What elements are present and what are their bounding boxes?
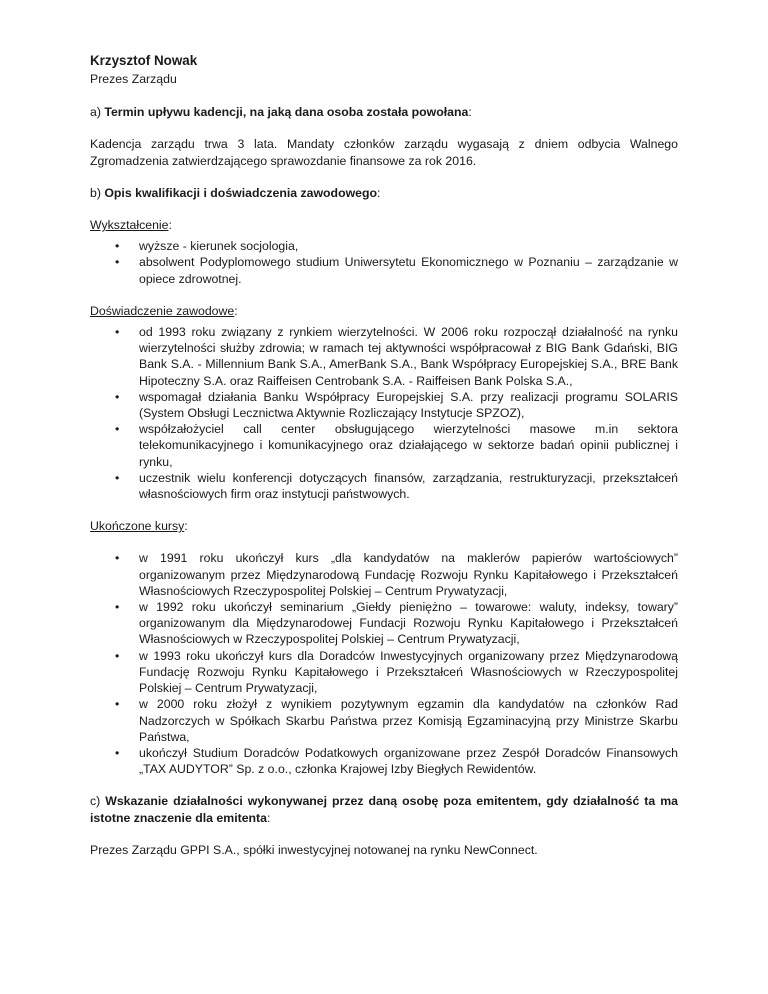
education-label — [90, 217, 678, 233]
courses-label — [90, 518, 678, 534]
section-a-prefix: a) — [90, 105, 105, 120]
list-item — [90, 599, 678, 648]
list-item — [90, 324, 678, 389]
list-item — [90, 648, 678, 697]
document-content — [90, 52, 678, 858]
list-item — [90, 421, 678, 470]
section-b-prefix: b) — [90, 185, 105, 200]
bullet-icon: • — [115, 600, 120, 615]
list-item-text: wspomagał działania Banku Współpracy Europejskiej S.A. przy realizacji programu SOLARIS (System Obsługi Lecznictwa Aktywnie Rozliczający Instytucje SPZOZ), — [139, 389, 678, 421]
section-a-colon: : — [468, 105, 472, 120]
education-label-text: Wykształcenie — [90, 218, 169, 233]
list-item — [90, 550, 678, 599]
section-c-colon: : — [266, 810, 271, 825]
list-item — [90, 470, 678, 502]
bullet-icon: • — [115, 239, 120, 254]
list-item — [90, 254, 678, 286]
education-list — [90, 238, 678, 287]
experience-list — [90, 324, 678, 502]
bullet-icon: • — [115, 422, 120, 437]
courses-colon: : — [184, 519, 188, 534]
bullet-icon: • — [115, 470, 120, 485]
section-b-heading — [90, 185, 678, 201]
list-item-text: od 1993 roku związany z rynkiem wierzytelności. W 2006 roku rozpoczął działalność na rynku wierzytelności służby zdrowia; w ramach tej aktywności współpracował z BIG Bank Gdański, BIG Bank S.A. - Millennium Bank S.A., AmerBank S.A., Bank Współpracy Europejskiej S.A., BRE Bank Hipoteczny S.A. oraz Raiffeisen Centrobank S.A. - Raiffeisen Bank Polska S.A., — [139, 325, 678, 388]
list-item-text: wyższe - kierunek socjologia, — [139, 239, 299, 254]
list-item-text: uczestnik wielu konferencji dotyczących finansów, zarządzania, restrukturyzacji, przekształceń własnościowych firm oraz instytucji państwowych. — [139, 470, 678, 502]
courses-list — [90, 550, 678, 777]
person-position: Prezes Zarządu — [90, 72, 177, 86]
section-b-title: Opis kwalifikacji i doświadczenia zawodowego — [104, 185, 378, 200]
list-item — [90, 238, 678, 254]
section-a-title: Termin upływu kadencji, na jaką dana osoba została powołana — [104, 105, 469, 120]
section-c-title: Wskazanie działalności wykonywanej przez daną osobę poza emitentem, gdy działalność ta ma istotne znaczenie dla emitenta — [90, 794, 678, 825]
section-b-colon: : — [377, 185, 381, 200]
bullet-icon: • — [115, 389, 120, 404]
section-c-heading — [90, 793, 678, 825]
courses-label-text: Ukończone kursy — [90, 519, 185, 534]
section-c-body: Prezes Zarządu GPPI S.A., spółki inwestycyjnej notowanej na rynku NewConnect. — [90, 842, 538, 857]
section-a-heading — [90, 104, 678, 120]
section-a-body: Kadencja zarządu trwa 3 lata. Mandaty członków zarządu wygasają z dniem odbycia Walnego Zgromadzenia zatwierdzającego sprawozdanie finansowe za rok 2016. — [90, 137, 678, 168]
list-item-text: w 1993 roku ukończył kurs dla Doradców Inwestycyjnych organizowany przez Międzynarodową Fundację Rozwoju Rynku Kapitałowego i Przekształceń Własnościowych w Rzeczypospolitej Polskiej – Centrum Prywatyzacji, — [139, 648, 678, 696]
education-colon: : — [168, 218, 172, 233]
bullet-icon: • — [115, 551, 120, 566]
section-c-prefix: c) — [90, 794, 106, 809]
bullet-icon: • — [115, 255, 120, 270]
list-item-text: absolwent Podyplomowego studium Uniwersytetu Ekonomicznego w Poznaniu – zarządzanie w opiece zdrowotnej. — [139, 255, 678, 286]
experience-label-text: Doświadczenie zawodowe — [90, 303, 235, 318]
list-item-text: w 1991 roku ukończył kurs „dla kandydatów na maklerów papierów wartościowych” organizowanym przez Międzynarodową Fundację Rozwoju Rynku Kapitałowego i Przekształceń Własnościowych Rzeczypospolitej Polskiej – Centrum Prywatyzacji, — [139, 551, 678, 598]
bullet-icon: • — [115, 648, 120, 663]
list-item — [90, 389, 678, 421]
list-item-text: ukończył Studium Doradców Podatkowych organizowane przez Zespół Doradców Finansowych „TAX AUDYTOR” Sp. z o.o., członka Krajowej Izby Biegłych Rewidentów. — [139, 745, 678, 777]
list-item — [90, 745, 678, 777]
person-name: Krzysztof Nowak — [90, 53, 198, 68]
bullet-icon: • — [115, 745, 120, 760]
bullet-icon: • — [115, 325, 120, 340]
bullet-icon: • — [115, 697, 120, 712]
list-item-text: w 1992 roku ukończył seminarium „Giełdy pieniężno – towarowe: waluty, indeksy, towary” organizowanym dla Międzynarodowej Fundacji Rozwoju Rynku Kapitałowego i Przekształceń Własnościowych w Rzeczypospolitej Polskiej – Centrum Prywatyzacji, — [139, 600, 678, 647]
list-item-text: w 2000 roku złożył z wynikiem pozytywnym egzamin dla kandydatów na członków Rad Nadzorczych w Spółkach Skarbu Państwa przez Komisją Egzaminacyjną przy Ministrze Skarbu Państwa, — [139, 697, 678, 744]
experience-label — [90, 303, 678, 319]
list-item — [90, 696, 678, 745]
list-item-text: współzałożyciel call center obsługującego wierzytelności masowe m.in sektora telekomunikacyjnego i komunikacyjnego oraz działającego w sektorze badań opinii publicznej i rynku, — [139, 422, 678, 469]
experience-colon: : — [234, 303, 238, 318]
